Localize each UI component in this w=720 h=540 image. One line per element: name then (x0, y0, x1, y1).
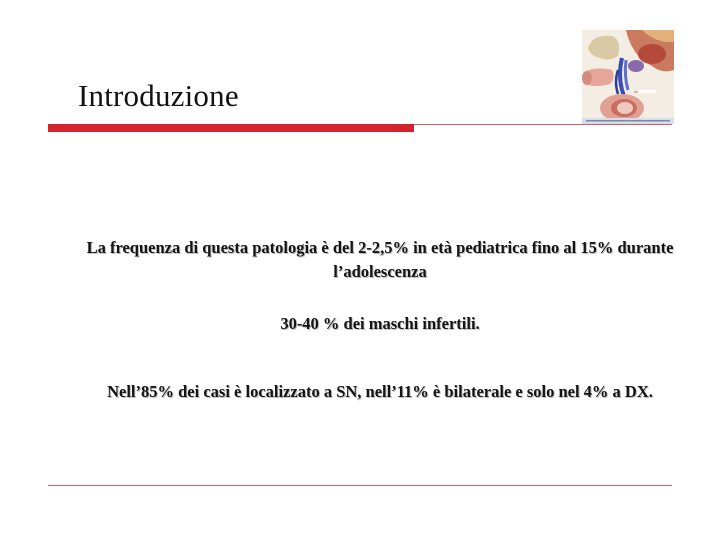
slide-title: Introduzione (78, 78, 239, 113)
anatomy-illustration (582, 30, 674, 124)
bottom-divider-line (48, 485, 672, 486)
paragraph-infertility: 30-40 % dei maschi infertili. (280, 314, 480, 333)
paragraph-frequency: La frequenza di questa patologia è del 2-2,5% in età pediatrica fino al 15% durante l’adolescenza (86, 238, 674, 281)
title-accent-bar (48, 124, 414, 132)
paragraph-localization: Nell’85% dei casi è localizzato a SN, nell’11% è bilaterale e solo nel 4% a DX. (107, 382, 653, 401)
title-divider-line (414, 124, 672, 125)
